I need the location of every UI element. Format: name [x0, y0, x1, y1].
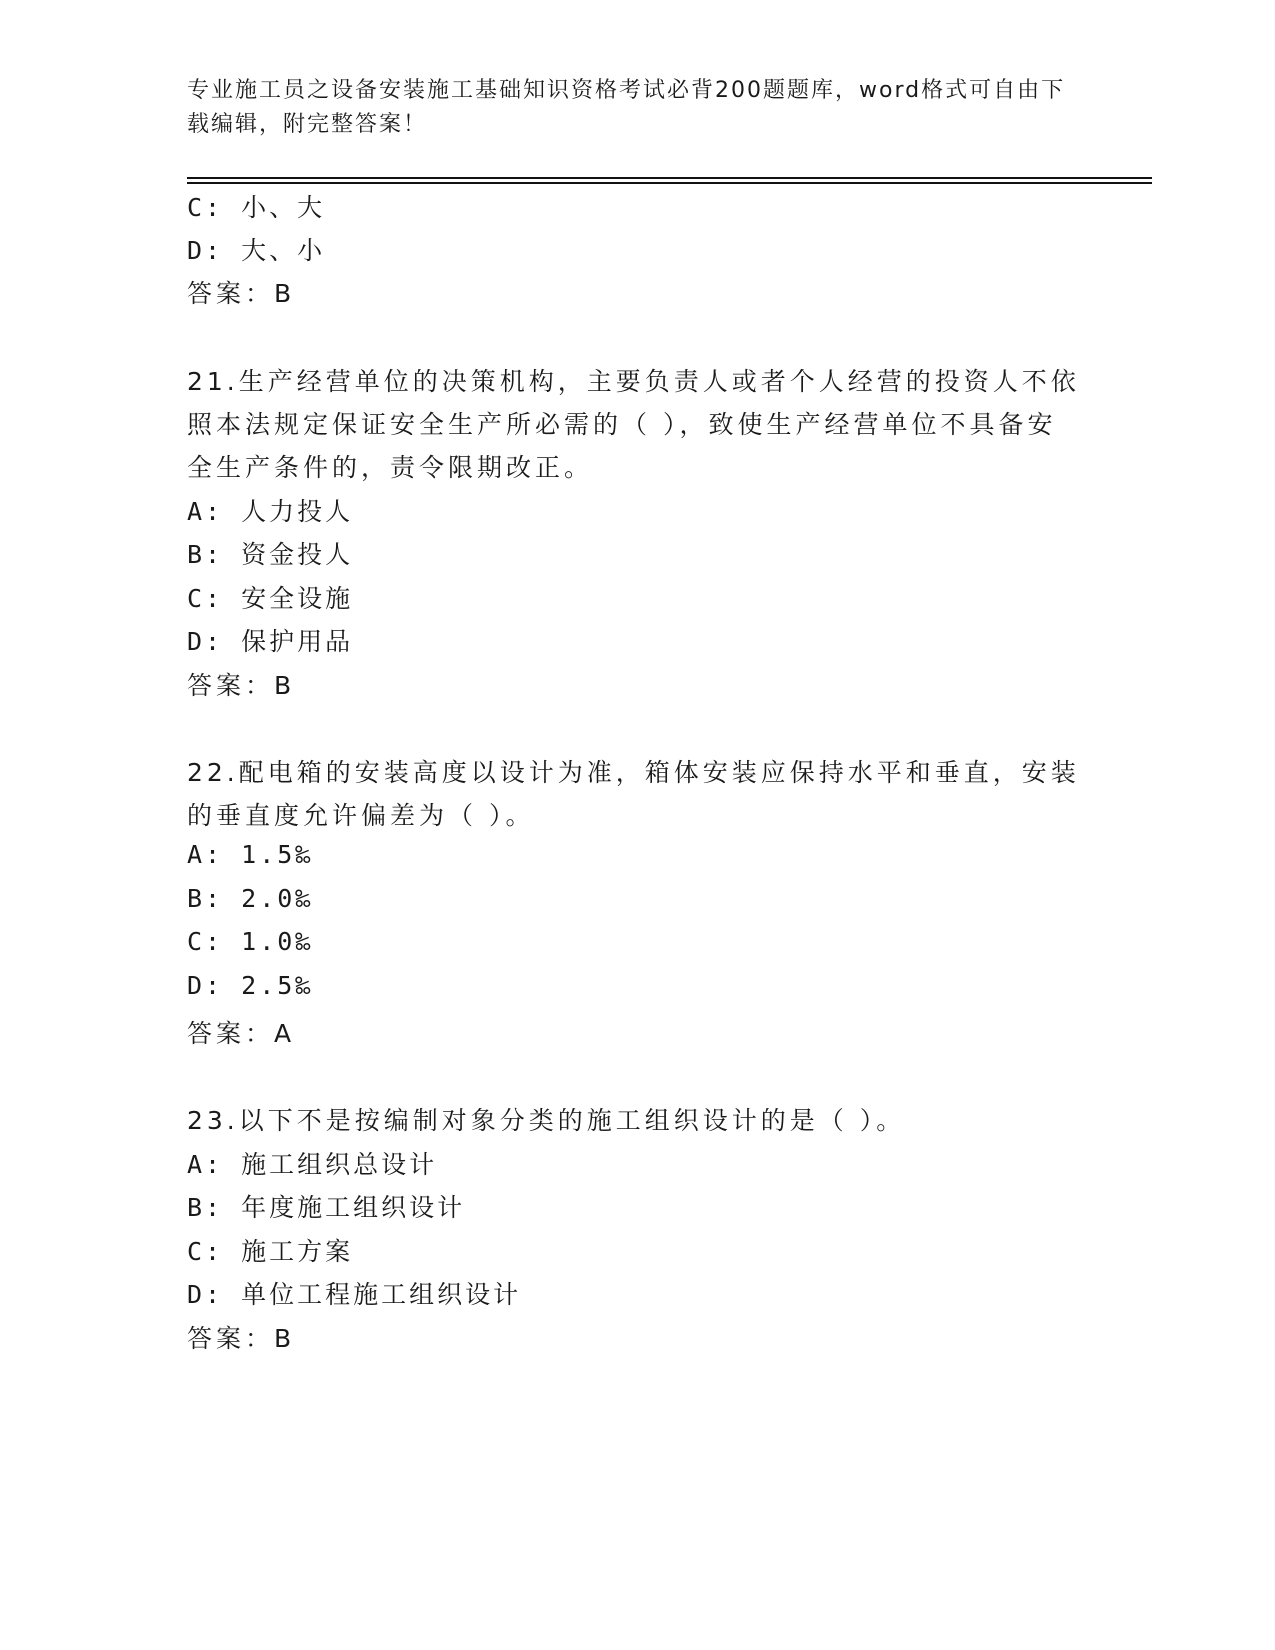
header-divider-top [187, 177, 1152, 179]
q21-option-d: D: 保护用品 [187, 627, 354, 656]
answer-label: 答案： [187, 279, 275, 308]
q23-stem-line-1: 23.以下不是按编制对象分类的施工组织设计的是（ ）。 [187, 1106, 906, 1135]
answer-label: 答案： [187, 1019, 275, 1048]
document-title: 专业施工员之设备安装施工基础知识资格考试必背200题题库，word格式可自由下载编辑，附完整答案！ [187, 78, 1066, 137]
prev-answer [187, 274, 293, 310]
q21-stem-line-1: 21.生产经营单位的决策机构，主要负责人或者个人经营的投资人不依 [187, 367, 1080, 396]
q23-option-b: B: 年度施工组织设计 [187, 1193, 466, 1222]
header-divider-bottom [187, 182, 1152, 184]
prev-option-c: C: 小、大 [187, 193, 326, 222]
q21-option-c: C: 安全设施 [187, 584, 354, 613]
q21-answer [187, 666, 293, 702]
q22-option-b: B: 2.0‰ [187, 884, 314, 913]
q21-stem-line-3: 全生产条件的，责令限期改正。 [187, 453, 594, 482]
q21-option-b: B: 资金投人 [187, 540, 354, 569]
q22-option-d: D: 2.5‰ [187, 971, 314, 1000]
q23-answer [187, 1319, 293, 1355]
q21-option-a: A: 人力投人 [187, 497, 354, 526]
q22-stem-line-2: 的垂直度允许偏差为（ ）。 [187, 801, 535, 830]
answer-value: A [274, 1019, 294, 1048]
answer-value: B [274, 1324, 294, 1353]
answer-value: B [274, 279, 294, 308]
q22-option-c: C: 1.0‰ [187, 927, 314, 956]
prev-option-d: D: 大、小 [187, 236, 326, 265]
q23-option-d: D: 单位工程施工组织设计 [187, 1280, 522, 1309]
q22-answer [187, 1014, 293, 1050]
answer-label: 答案： [187, 1324, 275, 1353]
q23-option-a: A: 施工组织总设计 [187, 1150, 438, 1179]
answer-label: 答案： [187, 671, 275, 700]
q22-option-a: A: 1.5‰ [187, 840, 314, 869]
q23-option-c: C: 施工方案 [187, 1237, 354, 1266]
q21-stem-line-2: 照本法规定保证安全生产所必需的（ ），致使生产经营单位不具备安 [187, 410, 1057, 439]
q22-stem-line-1: 22.配电箱的安装高度以设计为准，箱体安装应保持水平和垂直，安装 [187, 758, 1080, 787]
answer-value: B [274, 671, 294, 700]
